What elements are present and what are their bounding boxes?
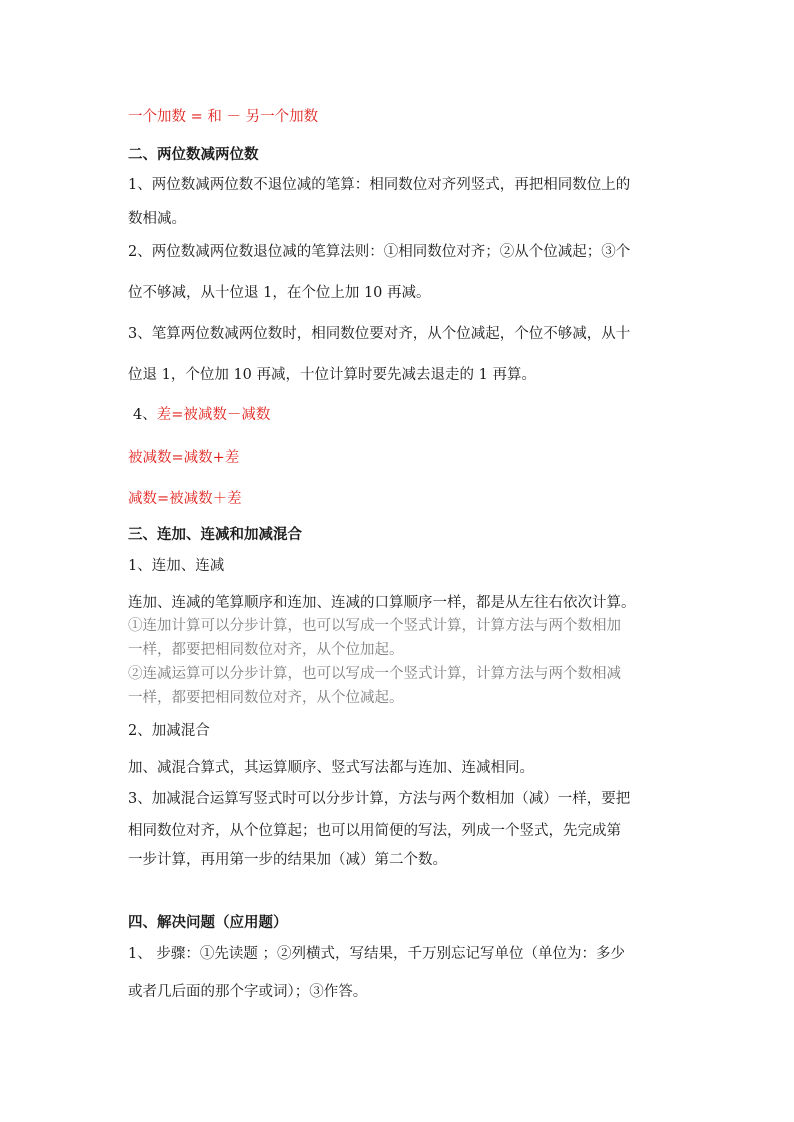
formula-difference-text: 差=被减数－减数 <box>156 407 271 423</box>
rule-mixed-line-2: 相同数位对齐，从个位算起；也可以用简便的写法，列成一个竖式，先完成第 <box>128 823 621 839</box>
rule-3-line-2: 位退 1，个位加 10 再减，十位计算时要先减去退走的 1 再算。 <box>128 367 536 383</box>
steps-line-1: 1、 步骤：①先读题 ；②列横式，写结果，千万别忘记写单位（单位为：多少 <box>128 946 625 962</box>
note-2-line-2: 一样，都要把相同数位对齐，从个位减起。 <box>128 690 404 706</box>
text-continuous-order: 连加、连减的笔算顺序和连加、连减的口算顺序一样，都是从左往右依次计算。 <box>128 595 636 611</box>
section-heading-subtraction: 二、两位数减两位数 <box>128 146 259 163</box>
section-heading-problems: 四、解决问题（应用题） <box>128 914 288 931</box>
rule-2-line-2: 位不够减，从十位退 1，在个位上加 10 再减。 <box>128 285 431 301</box>
note-1-line-1: ①连加计算可以分步计算，也可以写成一个竖式计算，计算方法与两个数相加 <box>128 618 621 634</box>
formula-minuend: 被减数=减数+差 <box>128 450 240 466</box>
rule-1-line-1: 1、两位数减两位数不退位减的笔算：相同数位对齐列竖式，再把相同数位上的 <box>128 177 631 193</box>
formula-subtrahend: 减数=被减数＋差 <box>128 491 242 507</box>
formula-difference <box>133 405 678 425</box>
section-heading-mixed: 三、连加、连减和加减混合 <box>128 526 302 543</box>
rule-3-line-1: 3、笔算两位数减两位数时，相同数位要对齐，从个位减起，个位不够减，从十 <box>128 326 631 342</box>
rule-1-line-2: 数相减。 <box>128 211 186 227</box>
subheading-continuous: 1、连加、连减 <box>128 558 225 574</box>
formula-addend: 一个加数 = 和 － 另一个加数 <box>128 109 319 125</box>
note-2-line-1: ②连减运算可以分步计算，也可以写成一个竖式计算，计算方法与两个数相减 <box>128 666 621 682</box>
rule-mixed-line-1: 3、加减混合运算写竖式时可以分步计算，方法与两个数相加（减）一样，要把 <box>128 791 631 807</box>
rule-mixed-line-3: 一步计算，再用第一步的结果加（减）第二个数。 <box>128 852 447 868</box>
steps-line-2: 或者几后面的那个字或词）；③作答。 <box>128 984 368 1000</box>
rule-2-line-1: 2、两位数减两位数退位减的笔算法则：①相同数位对齐；②从个位减起；③个 <box>128 244 631 260</box>
note-1-line-2: 一样，都要把相同数位对齐，从个位加起。 <box>128 642 404 658</box>
text-mixed-order: 加、减混合算式，其运算顺序、竖式写法都与连加、连减相同。 <box>128 760 534 776</box>
formula-number: 4、 <box>133 407 157 423</box>
subheading-mixed: 2、加减混合 <box>128 723 210 739</box>
